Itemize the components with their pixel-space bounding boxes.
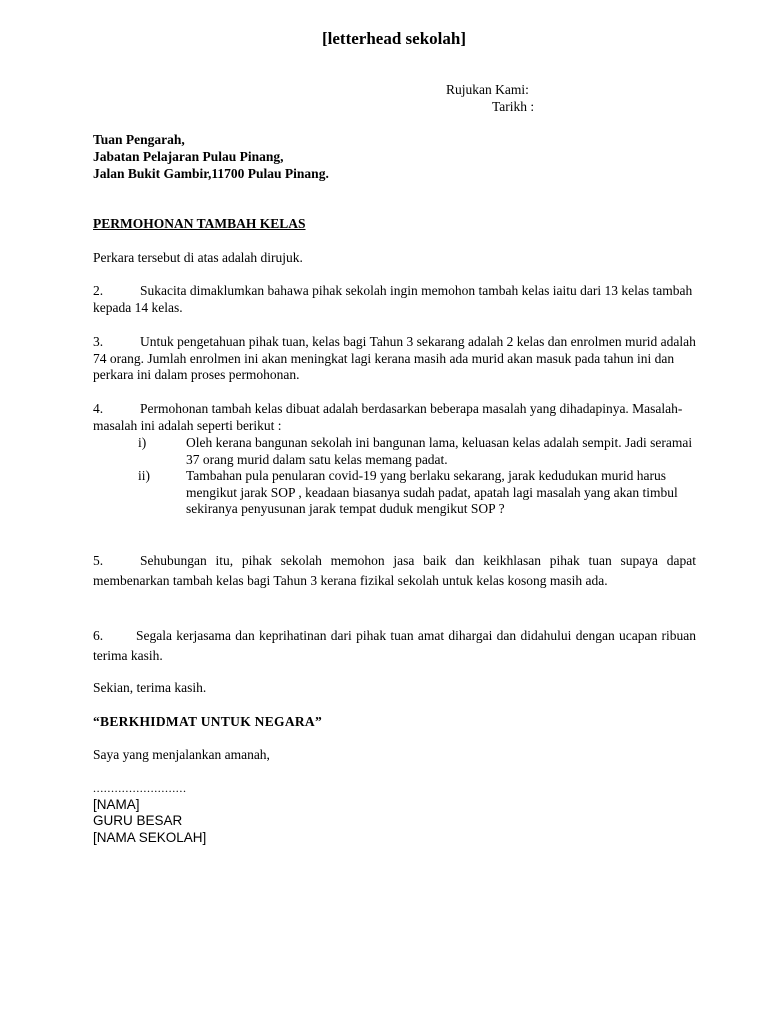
letterhead-title: [letterhead sekolah] [322, 29, 467, 48]
paragraph-5 [93, 551, 696, 591]
reference-rujukan-label: Rujukan Kami: [446, 82, 529, 97]
motto: “BERKHIDMAT UNTUK NEGARA” [93, 714, 323, 729]
recipient-line-1: Tuan Pengarah, [93, 132, 185, 147]
paragraph-6-number: 6. [93, 628, 104, 643]
recipient-line-2: Jabatan Pelajaran Pulau Pinang, [93, 149, 284, 164]
paragraph-5-number: 5. [93, 553, 104, 568]
paragraph-4-text: Permohonan tambah kelas dibuat adalah berdasarkan beberapa masalah yang dihadapinya. Masalah-masalah ini adalah seperti berikut : [93, 401, 683, 433]
paragraph-4-item-1 [138, 435, 698, 469]
paragraph-3-text: Untuk pengetahuan pihak tuan, kelas bagi Tahun 3 sekarang adalah 2 kelas dan enrolmen murid adalah 74 orang. Jumlah enrolmen ini akan meningkat lagi kerana masih ada murid akan masuk pada tahun ini dan perkara ini dalam proses permohonan. [93, 334, 696, 382]
item-2-text: Tambahan pula penularan covid-19 yang berlaku sekarang, jarak kedudukan murid harus mengikut jarak SOP , keadaan biasanya sudah padat, apatah lagi masalah yang akan timbul sekiranya penyusunan jarak tempat duduk mengikut SOP ? [186, 468, 678, 516]
paragraph-4-item-2 [138, 468, 698, 536]
paragraph-6-text: Segala kerjasama dan keprihatinan dari pihak tuan amat dihargai dan didahului dengan ucapan ribuan terima kasih. [93, 628, 696, 663]
paragraph-2 [93, 283, 696, 316]
paragraph-3-number: 3. [93, 334, 104, 349]
item-2-marker: ii) [138, 468, 150, 483]
signatory-name: [NAMA] [93, 797, 140, 812]
item-1-text: Oleh kerana bangunan sekolah ini bangunan lama, keluasan kelas adalah sempit. Jadi seramai 37 orang murid dalam satu kelas memang padat. [186, 435, 693, 467]
signature-line: .......................... [93, 781, 187, 795]
paragraph-4 [93, 401, 703, 434]
paragraph-3 [93, 334, 696, 384]
paragraph-4-number: 4. [93, 401, 104, 416]
paragraph-6 [93, 626, 696, 666]
signatory-school: [NAMA SEKOLAH] [93, 830, 207, 845]
closing-sekian: Sekian, terima kasih. [93, 680, 207, 695]
reference-tarikh-label: Tarikh : [492, 99, 535, 114]
recipient-line-3: Jalan Bukit Gambir,11700 Pulau Pinang. [93, 166, 329, 181]
paragraph-2-text: Sukacita dimaklumkan bahawa pihak sekolah ingin memohon tambah kelas iaitu dari 13 kelas tambah kepada 14 kelas. [93, 283, 693, 315]
signatory-position: GURU BESAR [93, 813, 183, 828]
paragraph-2-number: 2. [93, 283, 104, 298]
subject-heading: PERMOHONAN TAMBAH KELAS [93, 216, 306, 231]
item-1-marker: i) [138, 435, 147, 450]
closing-amanah: Saya yang menjalankan amanah, [93, 747, 270, 762]
paragraph-5-text: Sehubungan itu, pihak sekolah memohon jasa baik dan keikhlasan pihak tuan supaya dapat membenarkan tambah kelas bagi Tahun 3 kerana fizikal sekolah untuk kelas kosong masih ada. [93, 553, 696, 588]
intro-paragraph: Perkara tersebut di atas adalah dirujuk. [93, 250, 303, 265]
